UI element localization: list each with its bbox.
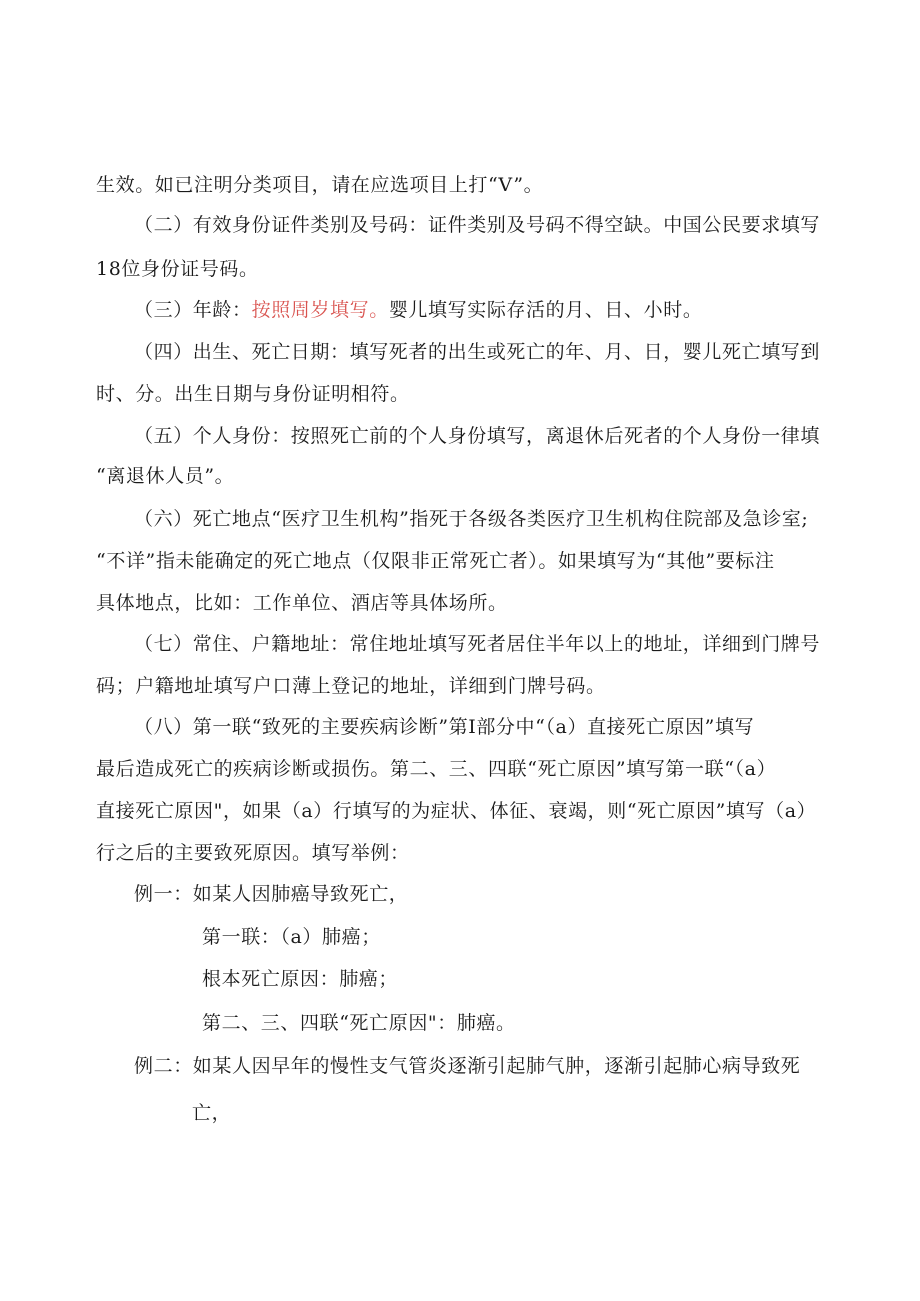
example-two-title: 例二：如某人因早年的慢性支气管炎逐渐引起肺气肿，逐渐引起肺心病导致死 [134, 1055, 801, 1077]
paragraph-line: 直接死亡原因"，如果（a）行填写的为症状、体征、衰竭，则“死亡原因”填写（a） [96, 800, 817, 822]
paragraph-identity: （五）个人身份：按照死亡前的个人身份填写，离退休后死者的个人身份一律填 [134, 425, 821, 447]
example-one-item: 第二、三、四联“死亡原因"：肺癌。 [202, 1012, 516, 1034]
paragraph-id-documents: （二）有效身份证件类别及号码：证件类别及号码不得空缺。中国公民要求填写 [134, 214, 821, 236]
paragraph-address: （七）常住、户籍地址：常住地址填写死者居住半年以上的地址，详细到门牌号 [134, 633, 821, 655]
paragraph-cause-of-death: （八）第一联“致死的主要疾病诊断”第Ⅰ部分中“（a）直接死亡原因”填写 [134, 716, 755, 738]
paragraph-line: 时、分。出生日期与身份证明相符。 [96, 383, 410, 405]
age-note: 婴儿填写实际存活的月、日、小时。 [388, 299, 703, 321]
paragraph-line: 码；户籍地址填写户口薄上登记的地址，详细到门牌号码。 [96, 675, 606, 697]
paragraph-line: “不详”指未能确定的死亡地点（仅限非正常死亡者）。如果填写为“其他”要标注 [96, 550, 775, 572]
example-one-item: 根本死亡原因：肺癌； [202, 968, 399, 990]
highlighted-text: 按照周岁填写。 [251, 299, 389, 321]
paragraph-dates: （四）出生、死亡日期：填写死者的出生或死亡的年、月、日，婴儿死亡填写到 [134, 341, 821, 363]
paragraph-death-place: （六）死亡地点“医疗卫生机构”指死于各级各类医疗卫生机构住院部及急诊室; [134, 508, 809, 530]
paragraph-line: “离退休人员”。 [96, 465, 235, 487]
age-label: （三）年龄： [134, 299, 252, 321]
paragraph-line: 亡， [192, 1102, 232, 1124]
example-one-item: 第一联：（a）肺癌； [202, 926, 381, 948]
example-one-title: 例一：如某人因肺癌导致死亡， [134, 883, 409, 905]
paragraph-age [0, 297, 920, 323]
paragraph-line: 18位身份证号码。 [96, 258, 259, 280]
paragraph-line: 最后造成死亡的疾病诊断或损伤。第二、三、四联“死亡原因”填写第一联“（a） [96, 758, 777, 780]
paragraph-line: 行之后的主要致死原因。填写举例： [96, 842, 410, 864]
paragraph-line: 生效。如已注明分类项目，请在应选项目上打“V”。 [96, 174, 544, 196]
paragraph-line: 具体地点，比如：工作单位、酒店等具体场所。 [96, 592, 508, 614]
